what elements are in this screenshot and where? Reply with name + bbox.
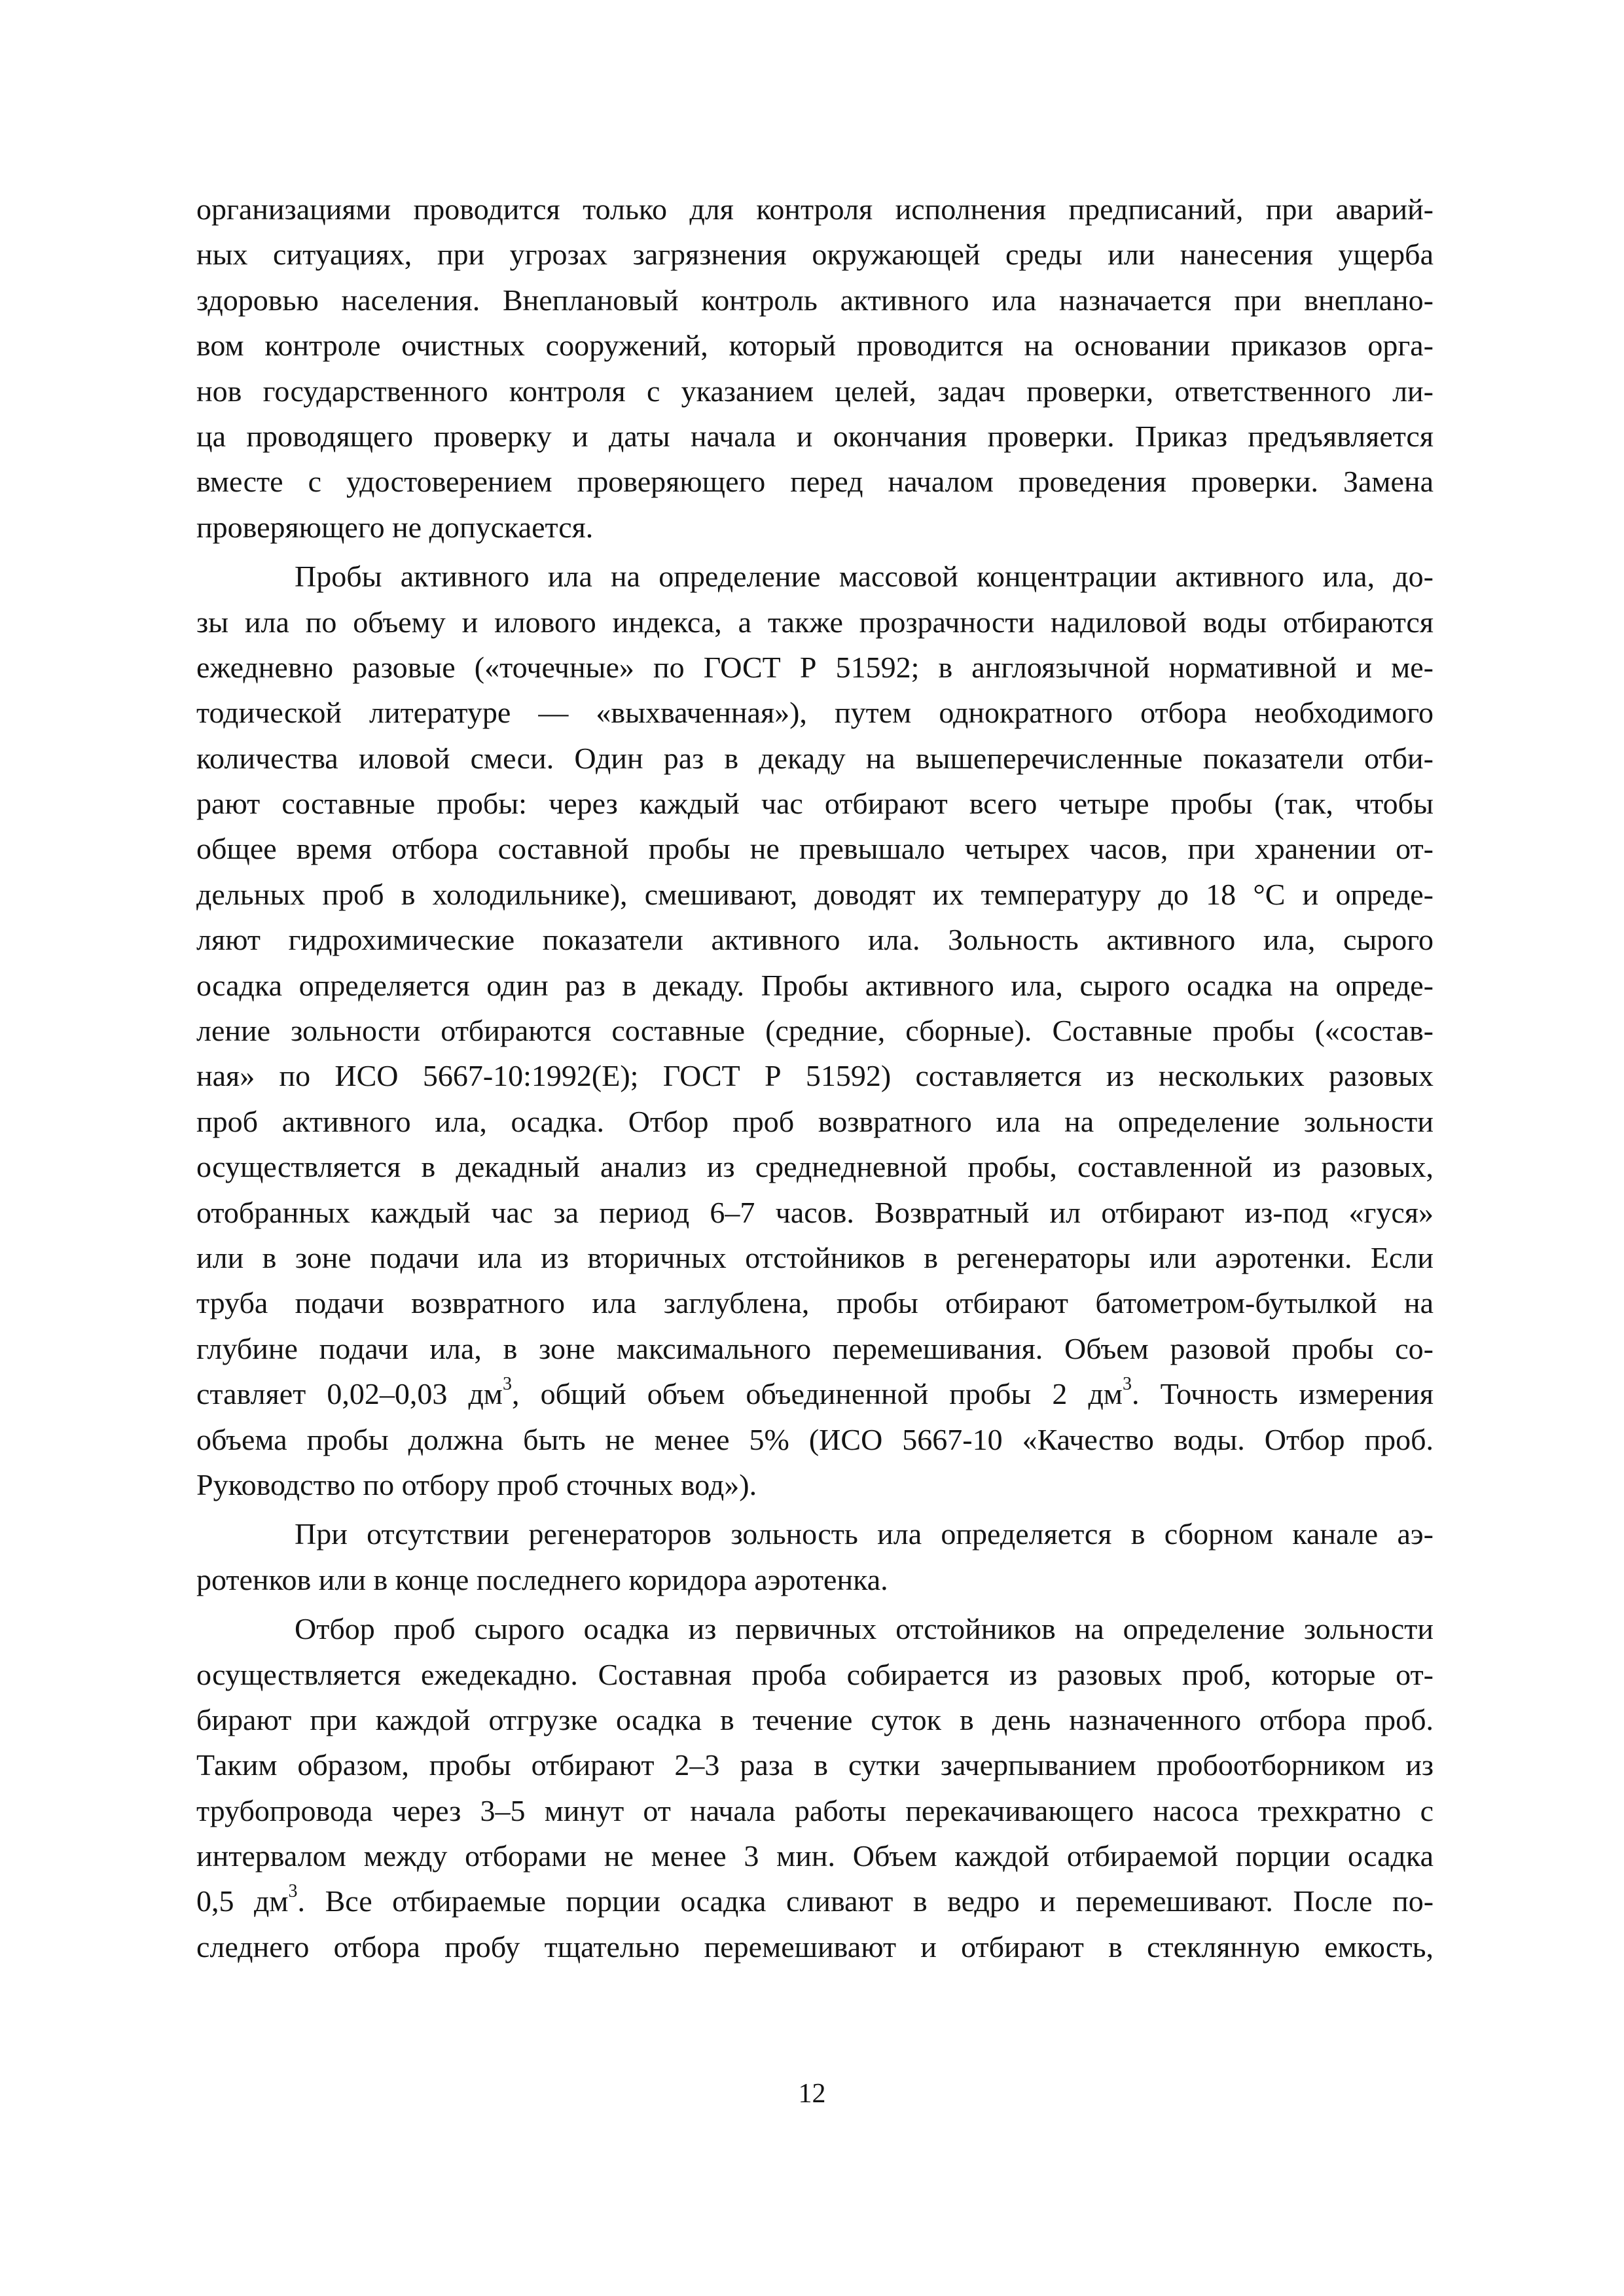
text-line: количества иловой смеси. Один раз в декаду на вышеперечисленные показатели отби-: [196, 741, 1434, 775]
text-line: вом контроле очистных сооружений, который проводится на основании приказов орга-: [196, 329, 1434, 363]
text-line: объема пробы должна быть не менее 5% (ИСО 5667-10 «Качество воды. Отбор проб.: [196, 1422, 1434, 1456]
text-line: проб активного ила, осадка. Отбор проб возвратного ила на определение зольности: [196, 1104, 1434, 1138]
text-line: осуществляется ежедекадно. Составная проба собирается из разовых проб, которые от-: [196, 1657, 1434, 1691]
text-line: При отсутствии регенераторов зольность ила определяется в сборном канале аэ-: [295, 1517, 1434, 1551]
text-line: ляют гидрохимические показатели активного ила. Зольность активного ила, сырого: [196, 923, 1434, 957]
text-line: глубине подачи ила, в зоне максимального перемешивания. Объем разовой пробы со-: [196, 1331, 1434, 1365]
text-line: бирают при каждой отгрузке осадка в течение суток в день назначенного отбора проб.: [196, 1702, 1434, 1736]
text-segment: ставляет 0,02–0,03 дм: [196, 1377, 503, 1411]
text-segment: , общий объем объединенной пробы 2 дм: [511, 1377, 1123, 1411]
text-line: труба подачи возвратного ила заглублена, пробы отбирают батометром-бутылкой на: [196, 1286, 1434, 1320]
page-number: 12: [798, 2079, 826, 2109]
text-line: общее время отбора составной пробы не превышало четырех часов, при хранении от-: [196, 832, 1434, 866]
superscript: 3: [288, 1881, 298, 1902]
superscript: 3: [502, 1373, 512, 1394]
text-line: отобранных каждый час за период 6–7 часов. Возвратный ил отбирают из-под «гуся»: [196, 1195, 1434, 1229]
body-text: [196, 187, 1434, 1973]
text-line: осадка определяется один раз в декаду. Пробы активного ила, сырого осадка на опреде-: [196, 968, 1434, 1002]
text-line: осуществляется в декадный анализ из среднедневной пробы, составленной из разовых,: [196, 1150, 1434, 1184]
text-line-with-superscript: [196, 1878, 1434, 1924]
text-line: Отбор проб сырого осадка из первичных отстойников на определение зольности: [295, 1612, 1434, 1646]
paragraph-1: [196, 187, 1434, 550]
text-line: ежедневно разовые («точечные» по ГОСТ Р 51592; в англоязычной нормативной и ме-: [196, 650, 1434, 684]
text-line: дельных проб в холодильнике), смешивают, доводят их температуру до 18 °С и опреде-: [196, 877, 1434, 911]
text-line: нов государственного контроля с указанием целей, задач проверки, ответственного ли-: [196, 374, 1434, 408]
text-line: ца проводящего проверку и даты начала и окончания проверки. Приказ предъявляется: [196, 419, 1434, 453]
text-line: организациями проводится только для контроля исполнения предписаний, при аварий-: [196, 192, 1434, 226]
text-line-with-superscript: [196, 1371, 1434, 1416]
text-line: рают составные пробы: через каждый час отбирают всего четыре пробы (так, чтобы: [196, 787, 1434, 821]
text-line: вместе с удостоверением проверяющего перед началом проведения проверки. Замена: [196, 465, 1434, 499]
text-line: тодической литературе — «выхваченная»), путем однократного отбора необходимого: [196, 696, 1434, 730]
text-line: проверяющего не допускается.: [196, 510, 594, 544]
text-line: ротенков или в конце последнего коридора аэротенка.: [196, 1562, 888, 1596]
text-line: Руководство по отбору проб сточных вод»).: [196, 1467, 757, 1501]
superscript: 3: [1122, 1373, 1132, 1394]
text-line: ная» по ИСО 5667-10:1992(Е); ГОСТ Р 51592) составляется из нескольких разовых: [196, 1059, 1434, 1093]
text-segment: 0,5 дм: [196, 1884, 289, 1918]
text-line: ных ситуациях, при угрозах загрязнения окружающей среды или нанесения ущерба: [196, 238, 1434, 272]
text-segment: . Точность измерения: [1131, 1377, 1434, 1411]
text-line: интервалом между отборами не менее 3 мин. Объем каждой отбираемой порции осадка: [196, 1839, 1434, 1873]
paragraph-2: [196, 554, 1434, 1507]
text-line: здоровью населения. Внеплановый контроль активного ила назначается при внеплано-: [196, 283, 1434, 317]
text-line: зы ила по объему и илового индекса, а также прозрачности надиловой воды отбираются: [196, 605, 1434, 639]
text-line: Таким образом, пробы отбирают 2–3 раза в сутки зачерпыванием пробоотборником из: [196, 1748, 1434, 1782]
text-line: трубопровода через 3–5 минут от начала работы перекачивающего насоса трехкратно с: [196, 1793, 1434, 1827]
text-line: следнего отбора пробу тщательно перемешивают и отбирают в стеклянную емкость,: [196, 1929, 1434, 1964]
text-line: или в зоне подачи ила из вторичных отстойников в регенераторы или аэротенки. Если: [196, 1240, 1434, 1274]
paragraph-4: [196, 1606, 1434, 1969]
text-line: Пробы активного ила на определение массовой концентрации активного ила, до-: [295, 560, 1434, 594]
text-line: ление зольности отбираются составные (средние, сборные). Составные пробы («состав-: [196, 1014, 1434, 1048]
text-segment: . Все отбираемые порции осадка сливают в ведро и перемешивают. После по-: [297, 1884, 1434, 1918]
paragraph-3: [196, 1511, 1434, 1602]
